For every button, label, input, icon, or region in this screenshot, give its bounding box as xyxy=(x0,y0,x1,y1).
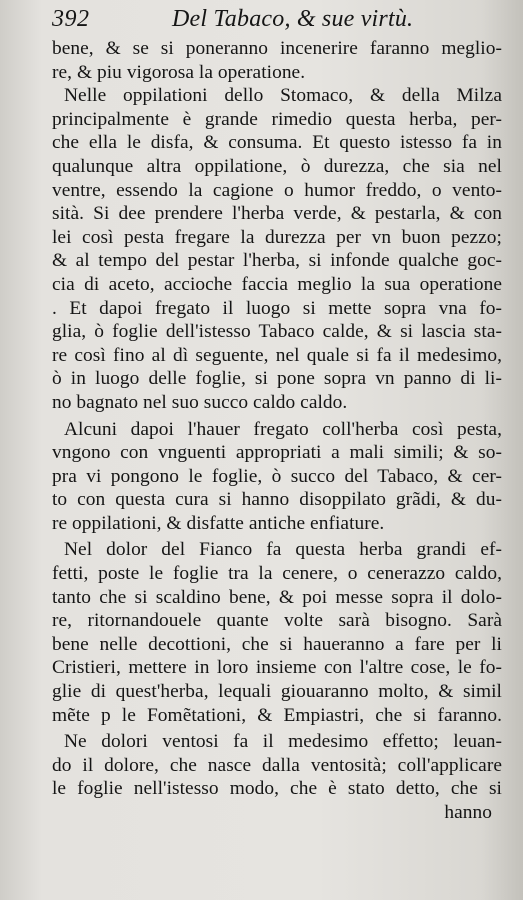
catchword: hanno xyxy=(444,802,492,823)
text-line: vngono con vnguenti appropriati a mali simili; & so- xyxy=(52,442,502,464)
text-line: cia di aceto, accioche faccia meglio la sua operatione xyxy=(52,273,502,295)
text-line: bene nelle decottioni, che si haueranno a fare per li xyxy=(52,633,502,655)
text-line: ventre, essendo la cagione o humor freddo, o vento- xyxy=(52,179,502,201)
text-line: re così fino al dì seguente, nel quale si fa il medesimo, xyxy=(52,344,502,366)
text-line: sità. Si dee prendere l'herba verde, & pestarla, & con xyxy=(52,203,502,225)
text-line: ò in luogo delle foglie, si pone sopra vn panno di li- xyxy=(52,368,502,390)
page-header xyxy=(0,4,523,36)
text-line: Cristieri, mettere in loro insieme con l'altre cose, le fo- xyxy=(52,657,502,679)
text-line: principalmente è grande rimedio questa herba, per- xyxy=(52,108,502,130)
text-line: to con questa cura si hanno disoppilato grãdi, & du- xyxy=(52,489,502,511)
text-line: fetti, poste le foglie tra la cenere, o cenerazzo caldo, xyxy=(52,563,502,585)
text-line: glia, ò foglie dell'istesso Tabaco calde, & si lascia sta- xyxy=(52,321,502,343)
text-line: qualunque altra oppilatione, ò durezza, che sia nel xyxy=(52,155,502,177)
text-line: tanto che si scaldino bene, & poi messe sopra il dolo- xyxy=(52,586,502,608)
text-line: re oppilationi, & disfatte antiche enfiature. xyxy=(52,512,385,534)
text-line: do il dolore, che nasce dalla ventosità; coll'applicare xyxy=(52,754,502,776)
text-line: re, & piu vigorosa la operatione. xyxy=(52,61,306,83)
text-line: bene, & se si poneranno incenerire faranno meglio- xyxy=(52,38,502,59)
text-line: lei così pesta fregare la durezza per vn buon pezzo; xyxy=(52,226,502,248)
text-line: mẽte p le Fomẽtationi, & Empiastri, che si faranno. xyxy=(52,704,502,726)
text-line: glie di quest'herba, lequali giouaranno molto, & simil xyxy=(52,681,502,703)
paragraph-first-line: Alcuni dapoi l'hauer fregato coll'herba così pesta, xyxy=(64,418,502,440)
text-line: che ella le disfa, & consuma. Et questo istesso fa in xyxy=(52,132,502,154)
paragraph-first-line: Nelle oppilationi dello Stomaco, & della Milza xyxy=(64,85,502,107)
text-line: le foglie nell'istesso modo, che è stato detto, che si xyxy=(52,778,502,800)
text-line: pra vi pongono le foglie, ò succo del Tabaco, & cer- xyxy=(52,465,502,487)
paragraph-first-line: Ne dolori ventosi fa il medesimo effetto; leuan- xyxy=(64,731,502,753)
text-line: no bagnato nel suo succo caldo caldo. xyxy=(52,391,348,413)
running-head: Del Tabaco, & sue virtù. xyxy=(172,6,414,32)
paragraph-first-line: Nel dolor del Fianco fa questa herba grandi ef- xyxy=(64,539,502,561)
page-number: 392 xyxy=(52,6,90,32)
text-line: & al tempo del pestar l'herba, si infonde qualche goc- xyxy=(52,250,502,272)
body-text xyxy=(52,37,502,825)
text-line: re, ritornandouele quante volte sarà bisogno. Sarà xyxy=(52,610,502,632)
text-line: . Et dapoi fregato il luogo si mette sopra vna fo- xyxy=(52,297,502,319)
